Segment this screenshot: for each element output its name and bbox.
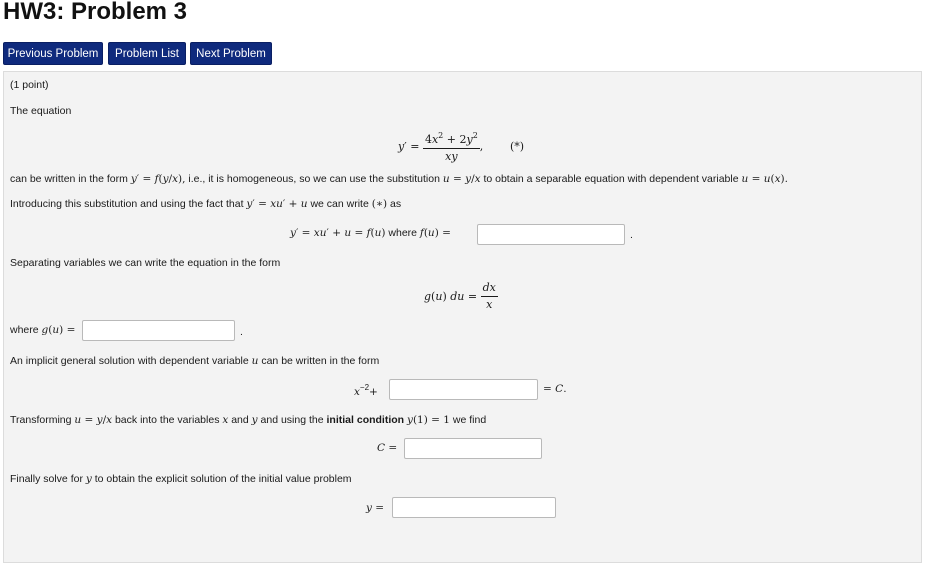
page-title: HW3: Problem 3 [3, 0, 188, 25]
intro-text: The equation [10, 105, 72, 117]
separated-equation: g ( u ) du = $\frac{dx}{x}$ [424, 281, 496, 311]
fu-input[interactable] [477, 224, 625, 245]
y-input[interactable] [392, 497, 556, 518]
gu-input[interactable] [82, 320, 235, 341]
substitution-text: Introducing this substitution and using the fact that y′ = xu′ + u we can write (∗) as [10, 198, 402, 210]
implicit-suffix: = C. [543, 383, 567, 395]
equation-tag: (*) [510, 140, 525, 153]
implicit-prefix: $x^{-2}+$ [354, 383, 378, 398]
gu-label: where g(u) = [10, 324, 76, 336]
final-text: Finally solve for y to obtain the explicit solution of the initial value problem [10, 473, 352, 485]
points-label: (1 point) [10, 79, 49, 91]
implicit-text: An implicit general solution with dependent variable u can be written in the form [10, 355, 380, 367]
main-equation: y ′ = $\frac{4x^2 + 2y^2}{xy}$ , [398, 131, 484, 163]
transform-text: Transforming u = y/x back into the variables x and y and using the initial condition y(1) = 1 we find [10, 414, 487, 426]
implicit-input[interactable] [389, 379, 538, 400]
homogeneous-text: can be written in the form y′ = f(y/x), i.e., it is homogeneous, so we can use the substitution u = y/x to obtain a separable equation with dependent variable u = u(x). [10, 173, 788, 185]
y-label: y = [366, 502, 385, 514]
next-problem-button[interactable]: Next Problem [190, 42, 272, 65]
problem-list-button[interactable]: Problem List [108, 42, 186, 65]
c-label: C = [377, 442, 398, 454]
c-input[interactable] [404, 438, 542, 459]
gu-period: . [240, 326, 243, 338]
previous-problem-button[interactable]: Previous Problem [3, 42, 103, 65]
fu-period: . [630, 229, 633, 241]
fu-equation: y′ = xu′ + u = f(u) where f(u) = [290, 227, 451, 239]
separating-text: Separating variables we can write the equation in the form [10, 257, 281, 269]
